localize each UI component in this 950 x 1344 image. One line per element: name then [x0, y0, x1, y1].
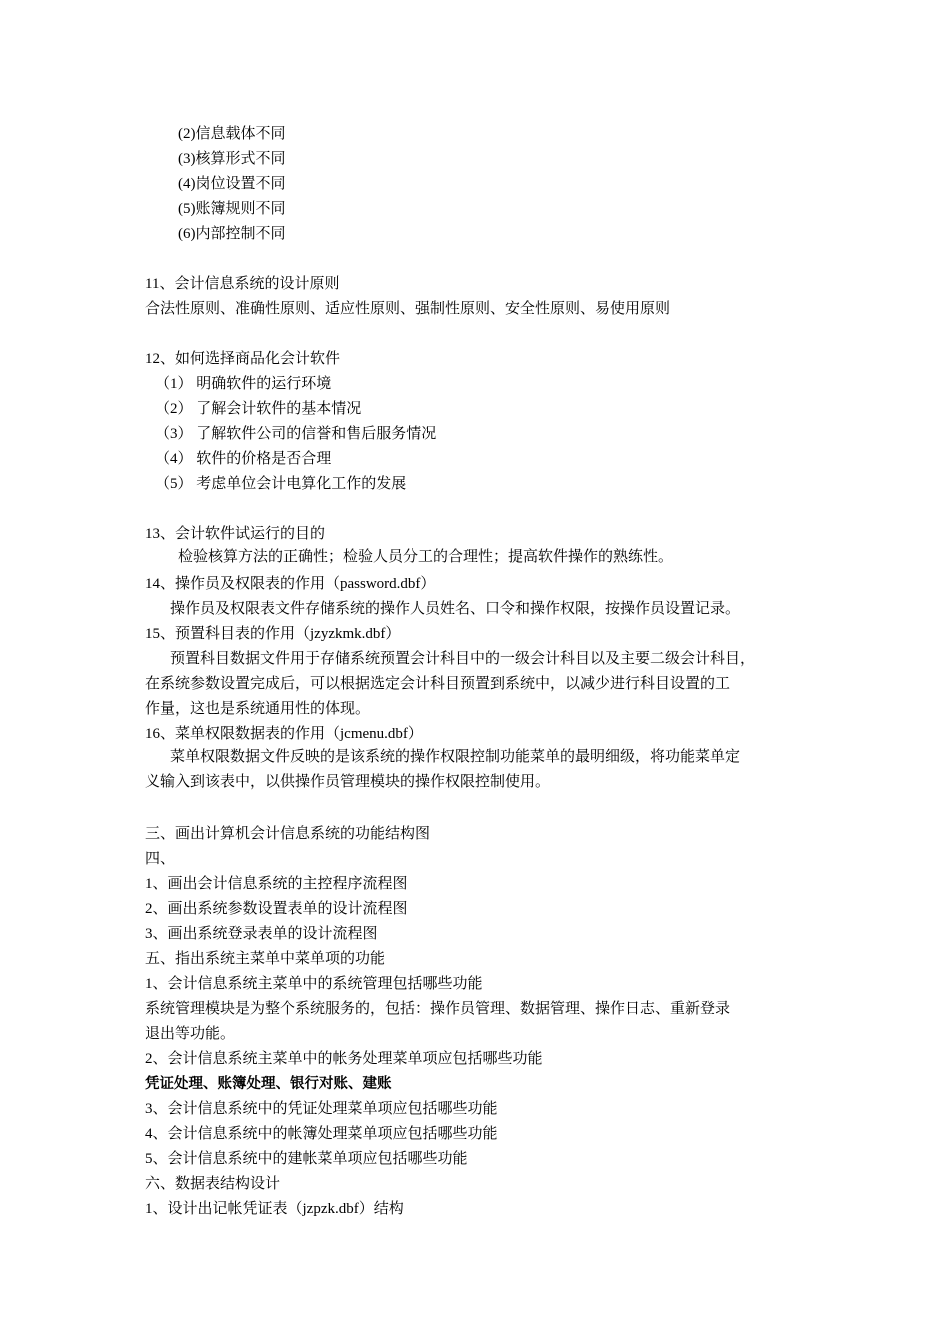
- list-item: 5、会计信息系统中的建帐菜单项应包括哪些功能: [145, 1151, 468, 1167]
- paragraph: 在系统参数设置完成后，可以根据选定会计科目预置到系统中，以减少进行科目设置的工: [145, 676, 731, 692]
- section-heading: 五、指出系统主菜单中菜单项的功能: [145, 951, 386, 967]
- section-heading: 四、: [145, 851, 176, 867]
- paragraph: 退出等功能。: [145, 1026, 236, 1042]
- paragraph: 义输入到该表中，以供操作员管理模块的操作权限控制使用。: [145, 774, 551, 790]
- list-item: （4） 软件的价格是否合理: [155, 451, 332, 467]
- section-heading: 14、操作员及权限表的作用（password.dbf）: [145, 576, 436, 592]
- list-item: (3)核算形式不同: [178, 151, 286, 167]
- section-heading: 15、预置科目表的作用（jzyzkmk.dbf）: [145, 626, 401, 642]
- section-heading: 12、如何选择商品化会计软件: [145, 351, 341, 367]
- section-heading: 11、会计信息系统的设计原则: [145, 276, 340, 292]
- section-heading: 六、数据表结构设计: [145, 1176, 281, 1192]
- paragraph: 系统管理模块是为整个系统服务的，包括：操作员管理、数据管理、操作日志、重新登录: [145, 1001, 731, 1017]
- list-item: 3、画出系统登录表单的设计流程图: [145, 926, 378, 942]
- list-item: （5） 考虑单位会计电算化工作的发展: [155, 476, 407, 492]
- section-heading: 13、会计软件试运行的目的: [145, 526, 326, 542]
- paragraph: 合法性原则、准确性原则、适应性原则、强制性原则、安全性原则、易使用原则: [145, 301, 671, 317]
- bold-answer: 凭证处理、账簿处理、银行对账、建账: [145, 1076, 392, 1092]
- list-item: 1、画出会计信息系统的主控程序流程图: [145, 876, 408, 892]
- list-item: （2） 了解会计软件的基本情况: [155, 401, 362, 417]
- paragraph: 作量，这也是系统通用性的体现。: [145, 701, 371, 717]
- section-heading: 16、菜单权限数据表的作用（jcmenu.dbf）: [145, 726, 423, 742]
- list-item: 1、设计出记帐凭证表（jzpzk.dbf）结构: [145, 1201, 404, 1217]
- list-item: 4、会计信息系统中的帐簿处理菜单项应包括哪些功能: [145, 1126, 498, 1142]
- list-item: （3） 了解软件公司的信誉和售后服务情况: [155, 426, 437, 442]
- list-item: 2、会计信息系统主菜单中的帐务处理菜单项应包括哪些功能: [145, 1051, 543, 1067]
- section-heading: 三、画出计算机会计信息系统的功能结构图: [145, 826, 431, 842]
- paragraph: 预置科目数据文件用于存储系统预置会计科目中的一级会计科目以及主要二级会计科目，: [170, 651, 756, 667]
- paragraph: 菜单权限数据文件反映的是该系统的操作权限控制功能菜单的最明细级，将功能菜单定: [170, 749, 741, 765]
- list-item: (6)内部控制不同: [178, 226, 286, 242]
- list-item: (2)信息载体不同: [178, 126, 286, 142]
- list-item: 1、会计信息系统主菜单中的系统管理包括哪些功能: [145, 976, 483, 992]
- list-item: 2、画出系统参数设置表单的设计流程图: [145, 901, 408, 917]
- paragraph: 操作员及权限表文件存储系统的操作人员姓名、口令和操作权限，按操作员设置记录。: [170, 601, 741, 617]
- list-item: (4)岗位设置不同: [178, 176, 286, 192]
- list-item: 3、会计信息系统中的凭证处理菜单项应包括哪些功能: [145, 1101, 498, 1117]
- paragraph: 检验核算方法的正确性；检验人员分工的合理性；提高软件操作的熟练性。: [178, 549, 674, 565]
- list-item: （1） 明确软件的运行环境: [155, 376, 332, 392]
- list-item: (5)账簿规则不同: [178, 201, 286, 217]
